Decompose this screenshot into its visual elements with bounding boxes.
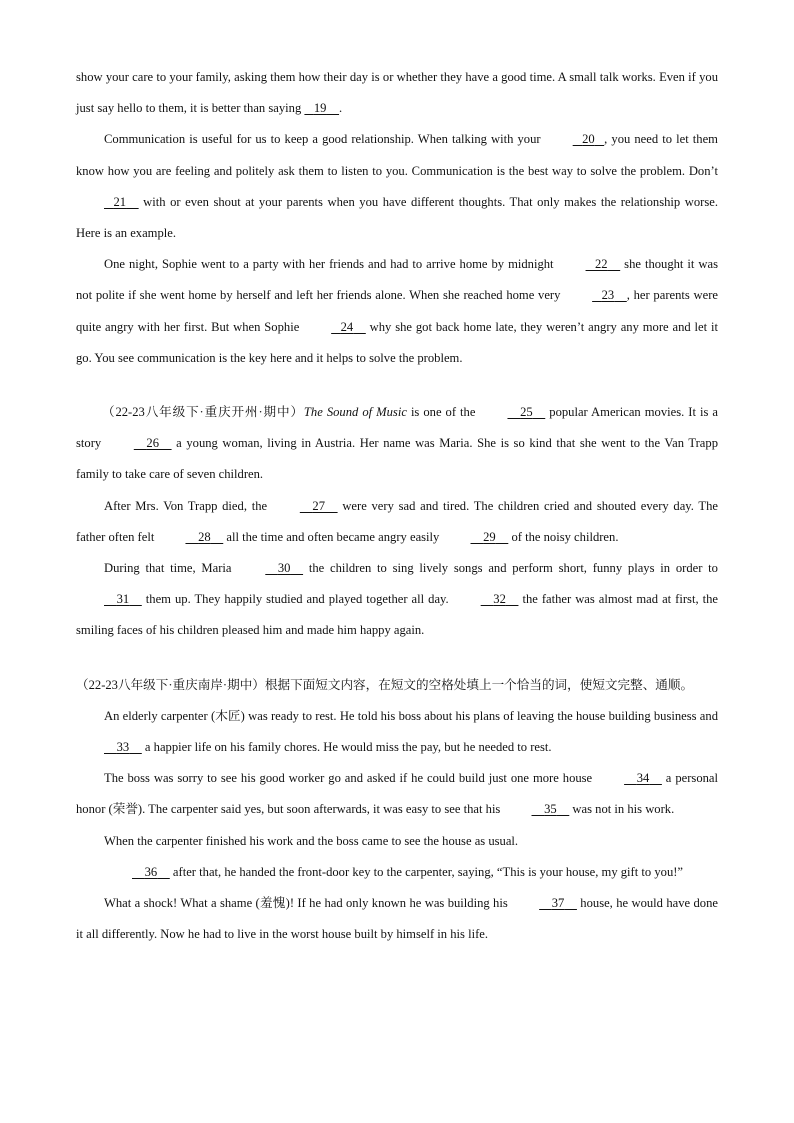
blank-34[interactable]: [596, 763, 662, 794]
blank-number: 23: [601, 288, 615, 303]
text-segment: , you need to let them know how you are feeling and politely ask them to listen to you. Communication is the best way to solve the problem. Don’t: [76, 132, 718, 178]
blank-23[interactable]: [564, 280, 627, 311]
blank-number: 20: [582, 132, 595, 147]
source-label: （22-23八年级下·重庆开州·期中）: [102, 405, 304, 420]
blank-number: 22: [595, 257, 608, 272]
passage3-paragraph3: [76, 826, 718, 857]
blank-32[interactable]: [453, 584, 519, 615]
passage3-paragraph5: [76, 888, 718, 950]
document-page: [76, 62, 718, 950]
text-segment: house, he would have done it all differently. Now he had to live in the worst house built by himself in his life.: [76, 896, 718, 942]
passage1-paragraph1: [76, 62, 718, 124]
text-segment: them up. They happily studied and played together all day.: [141, 592, 453, 607]
text-segment: why she got back home late, they weren’t angry any more and let it go. You see communication is the key here and it helps to solve the problem.: [76, 319, 718, 365]
passage1-paragraph2: [76, 124, 718, 249]
blank-number: 34: [636, 771, 650, 786]
text-segment: popular American movies. It is a story: [76, 405, 718, 451]
text-segment: were very sad and tired. The children cried and shouted every day. The father often felt: [76, 498, 719, 544]
blank-number: 27: [312, 498, 325, 513]
text-segment: all the time and often became angry easily: [223, 529, 443, 544]
blank-30[interactable]: [237, 553, 303, 584]
text-segment: What a shock! What a shame (羞愧)! If he had only known he was building his: [104, 896, 512, 911]
blank-number: 28: [198, 529, 211, 544]
text-segment: a young woman, living in Austria. Her name was Maria. She is so kind that she went to the Van Trapp family to take care of seven children.: [76, 436, 718, 482]
text-segment: a personal honor (荣誉). The carpenter said yes, but soon afterwards, it was easy to see that his: [76, 771, 718, 817]
text-segment: was not in his work.: [569, 802, 675, 817]
text-segment: of the noisy children.: [508, 529, 619, 544]
passage3-paragraph2: [76, 763, 718, 825]
text-segment: .: [339, 101, 343, 116]
blank-number: 35: [544, 802, 557, 817]
text-segment: the father was almost mad at first, the smiling faces of his children pleased him and made him happy again.: [76, 592, 718, 638]
text-segment: show your care to your family, asking them how their day is or whether they have a good time. A small talk works. Even if you just say hello to them, it is better than saying: [76, 70, 718, 116]
text-segment: the children to sing lively songs and perform short, funny plays in order to: [303, 561, 718, 576]
text-segment: When the carpenter finished his work and the boss came to see the house as usual.: [104, 833, 519, 848]
text-segment: During that time, Maria: [104, 561, 238, 576]
blank-31[interactable]: [76, 584, 142, 615]
blank-26[interactable]: [106, 428, 172, 459]
blank-19[interactable]: [304, 93, 339, 124]
blank-number: 32: [493, 592, 506, 607]
passage1-paragraph3: [76, 249, 718, 374]
blank-number: 25: [520, 405, 533, 420]
text-segment: One night, Sophie went to a party with her friends and had to arrive home by midnight: [104, 257, 558, 272]
blank-number: 36: [144, 864, 158, 879]
blank-number: 19: [313, 101, 327, 116]
blank-28[interactable]: [157, 522, 223, 553]
text-segment: , her parents were quite angry with her first. But when Sophie: [76, 288, 718, 334]
blank-number: 26: [146, 436, 159, 451]
blank-29[interactable]: [443, 522, 509, 553]
text-segment: after that, he handed the front-door key to the carpenter, saying, “This is your house, my gift to you!”: [169, 864, 684, 879]
blank-37[interactable]: [511, 888, 577, 919]
blank-21[interactable]: [76, 187, 139, 218]
blank-number: 29: [483, 529, 496, 544]
text-segment: is one of the: [406, 405, 480, 420]
blank-number: 21: [113, 194, 127, 209]
text-segment: Communication is useful for us to keep a good relationship. When talking with your: [104, 132, 545, 147]
text-segment: she thought it was not polite if she went home by herself and left her friends alone. When she reached home very: [76, 257, 718, 303]
blank-number: 24: [340, 319, 354, 334]
text-segment: The boss was sorry to see his good worker go and asked if he could build just one more house: [104, 771, 597, 786]
text-segment: with or even shout at your parents when you have different thoughts. That only makes the relationship worse. Here is an example.: [76, 194, 718, 241]
passage2-paragraph2: [76, 491, 718, 553]
blank-20[interactable]: [545, 124, 605, 155]
passage3-heading: （22-23八年级下·重庆南岸·期中）根据下面短文内容，在短文的空格处填上一个恰当的词，使短文完整、通顺。: [76, 677, 694, 692]
blank-33[interactable]: [76, 732, 142, 763]
blank-27[interactable]: [272, 491, 338, 522]
text-segment: After Mrs. Von Trapp died, the: [104, 498, 272, 513]
blank-number: 37: [551, 896, 565, 911]
blank-24[interactable]: [303, 312, 366, 343]
passage2-paragraph1: [76, 397, 718, 491]
text-segment: An elderly carpenter (木匠) was ready to rest. He told his boss about his plans of leaving the house building business and: [104, 708, 718, 723]
blank-22[interactable]: [558, 249, 621, 280]
passage2-paragraph3: [76, 553, 718, 647]
blank-35[interactable]: [504, 794, 570, 825]
blank-36[interactable]: [104, 857, 170, 888]
blank-25[interactable]: [479, 397, 545, 428]
movie-title: The Sound of Music: [303, 405, 407, 420]
blank-number: 31: [116, 592, 130, 607]
passage3-paragraph1: [76, 701, 718, 763]
blank-number: 33: [116, 740, 130, 755]
passage3-paragraph4: [76, 857, 718, 888]
text-segment: a happier life on his family chores. He would miss the pay, but he needed to rest.: [141, 740, 552, 755]
blank-number: 30: [277, 561, 291, 576]
